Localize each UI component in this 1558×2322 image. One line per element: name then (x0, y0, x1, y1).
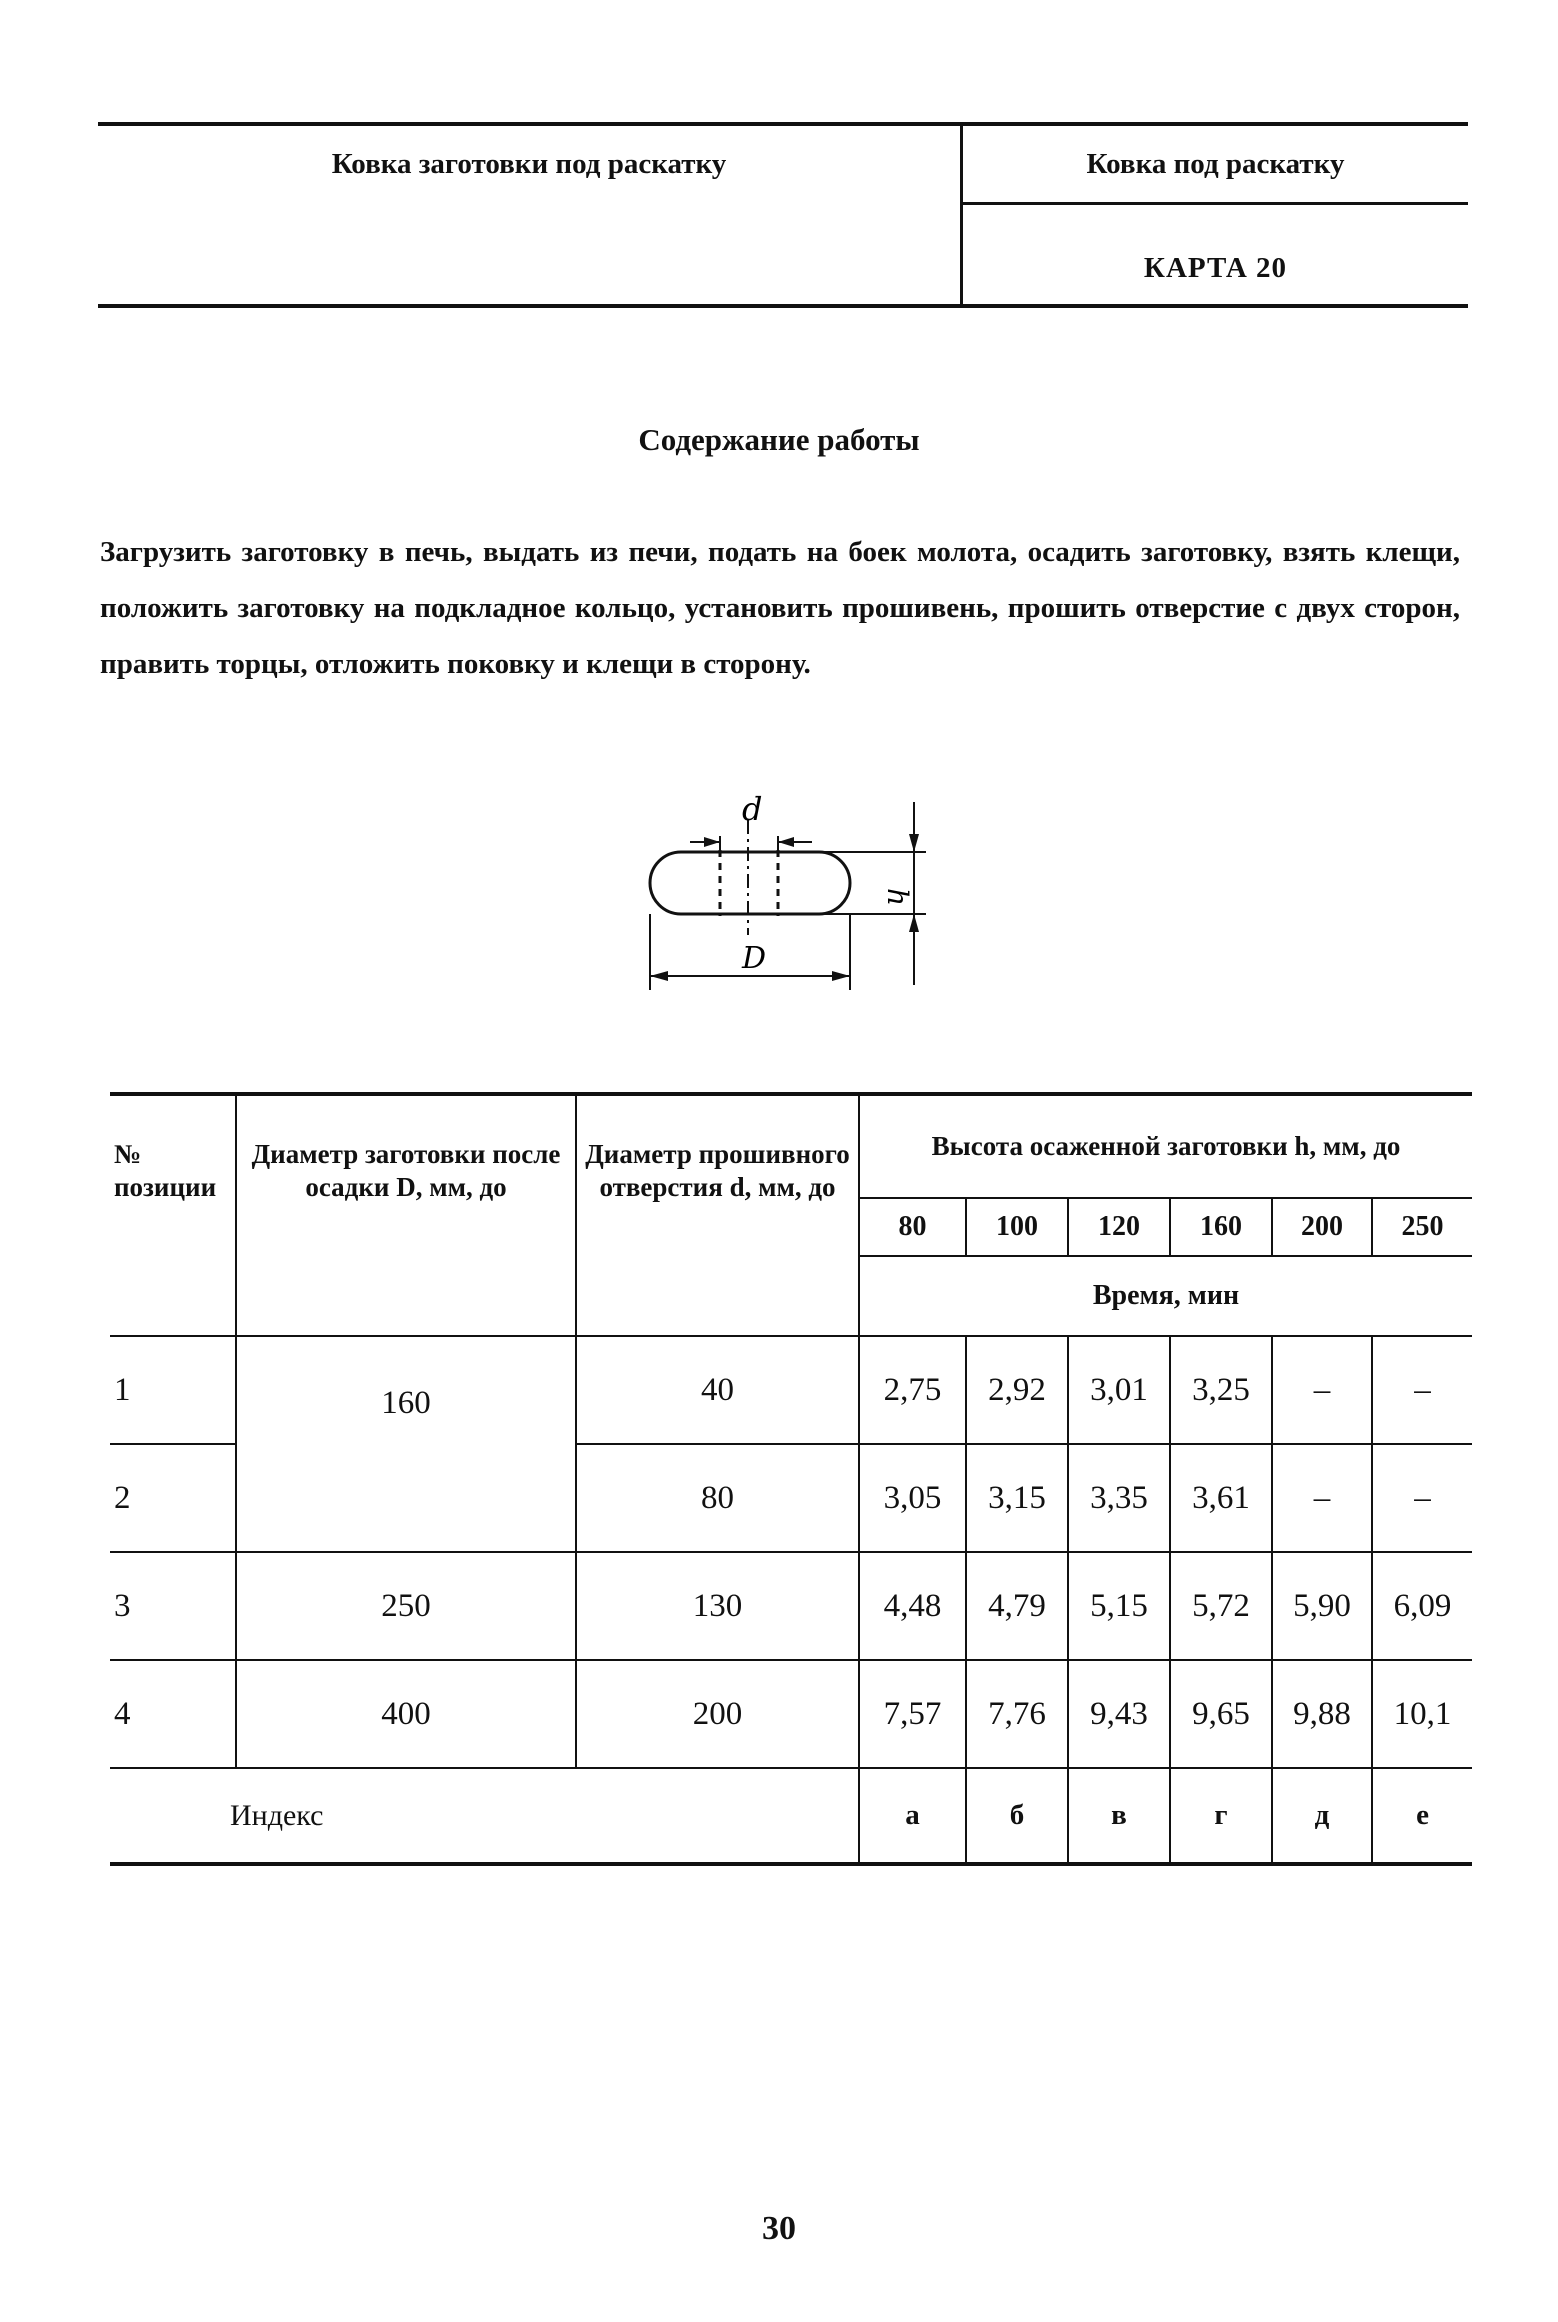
time-cell: 7,76 (966, 1660, 1068, 1768)
time-cell: 10,1 (1372, 1660, 1472, 1768)
time-cell: 2,92 (966, 1336, 1068, 1444)
height-value: 80 (859, 1198, 966, 1256)
time-cell: 3,35 (1068, 1444, 1170, 1552)
time-cell: 3,25 (1170, 1336, 1272, 1444)
index-cell: а (859, 1768, 966, 1864)
time-cell: 9,88 (1272, 1660, 1372, 1768)
time-cell: 4,48 (859, 1552, 966, 1660)
blank-diameter-cell: 160 (236, 1336, 576, 1552)
work-description: Загрузить заготовку в печь, выдать из печи, подать на боек молота, осадить заготовку, взять клещи, положить заготовку на подкладное кольцо, установить прошивень, прошить отверстие с двух сторон, править торцы, отложить поковку и клещи в сторону. (100, 536, 1460, 680)
index-cell: в (1068, 1768, 1170, 1864)
ring-blank-diagram (620, 770, 940, 990)
time-cell: – (1272, 1336, 1372, 1444)
card-number: КАРТА 20 (1143, 252, 1288, 284)
hole-diameter-cell: 40 (576, 1336, 859, 1444)
table-row (110, 1336, 1472, 1444)
time-norms-table (110, 1092, 1472, 1866)
label-d: d (742, 790, 763, 828)
index-label: Индекс (110, 1768, 859, 1864)
operation-group-title: Ковка под раскатку (1086, 148, 1345, 180)
card-header (98, 122, 1468, 308)
time-cell: 3,05 (859, 1444, 966, 1552)
index-cell: б (966, 1768, 1068, 1864)
time-cell: 2,75 (859, 1336, 966, 1444)
time-cell: 5,15 (1068, 1552, 1170, 1660)
header-bottom-rule (98, 304, 1468, 308)
time-cell: 7,57 (859, 1660, 966, 1768)
page-number: 30 (762, 2210, 796, 2247)
time-label: Время, мин (859, 1256, 1472, 1336)
blank-diameter-cell: 250 (236, 1552, 576, 1660)
index-cell: г (1170, 1768, 1272, 1864)
col-hole-diameter-header: Диаметр прошивного отверстия d, мм, до (576, 1094, 859, 1336)
index-cell: д (1272, 1768, 1372, 1864)
operation-title: Ковка заготовки под раскатку (331, 148, 727, 180)
index-cell: е (1372, 1768, 1472, 1864)
time-cell: – (1372, 1444, 1472, 1552)
blank-outline (650, 852, 850, 914)
position-cell: 2 (110, 1444, 236, 1552)
hole-diameter-cell: 130 (576, 1552, 859, 1660)
time-cell: 3,61 (1170, 1444, 1272, 1552)
section-title: Содержание работы (638, 422, 920, 457)
time-cell: 9,43 (1068, 1660, 1170, 1768)
header-right-divider (960, 202, 1468, 205)
position-cell: 4 (110, 1660, 236, 1768)
time-cell: 5,90 (1272, 1552, 1372, 1660)
height-value: 120 (1068, 1198, 1170, 1256)
table-row (110, 1660, 1472, 1768)
time-cell: 6,09 (1372, 1552, 1472, 1660)
col-height-header: Высота осаженной заготовки h, мм, до (859, 1094, 1472, 1198)
col-blank-diameter-header: Диаметр заготовки после осадки D, мм, до (236, 1094, 576, 1336)
col-position-header: № позиции (110, 1094, 236, 1336)
position-cell: 1 (110, 1336, 236, 1444)
time-cell: 3,01 (1068, 1336, 1170, 1444)
height-value: 250 (1372, 1198, 1472, 1256)
position-cell: 3 (110, 1552, 236, 1660)
blank-diameter-cell: 400 (236, 1660, 576, 1768)
table-row (110, 1552, 1472, 1660)
time-cell: 9,65 (1170, 1660, 1272, 1768)
time-cell: 5,72 (1170, 1552, 1272, 1660)
time-cell: 3,15 (966, 1444, 1068, 1552)
hole-diameter-cell: 200 (576, 1660, 859, 1768)
height-value: 100 (966, 1198, 1068, 1256)
time-cell: – (1272, 1444, 1372, 1552)
height-value: 200 (1272, 1198, 1372, 1256)
index-row (110, 1768, 1472, 1864)
hole-diameter-cell: 80 (576, 1444, 859, 1552)
time-cell: 4,79 (966, 1552, 1068, 1660)
label-D: D (742, 941, 767, 976)
time-cell: – (1372, 1336, 1472, 1444)
height-value: 160 (1170, 1198, 1272, 1256)
label-h: h (881, 888, 914, 907)
header-top-rule (98, 122, 1468, 126)
